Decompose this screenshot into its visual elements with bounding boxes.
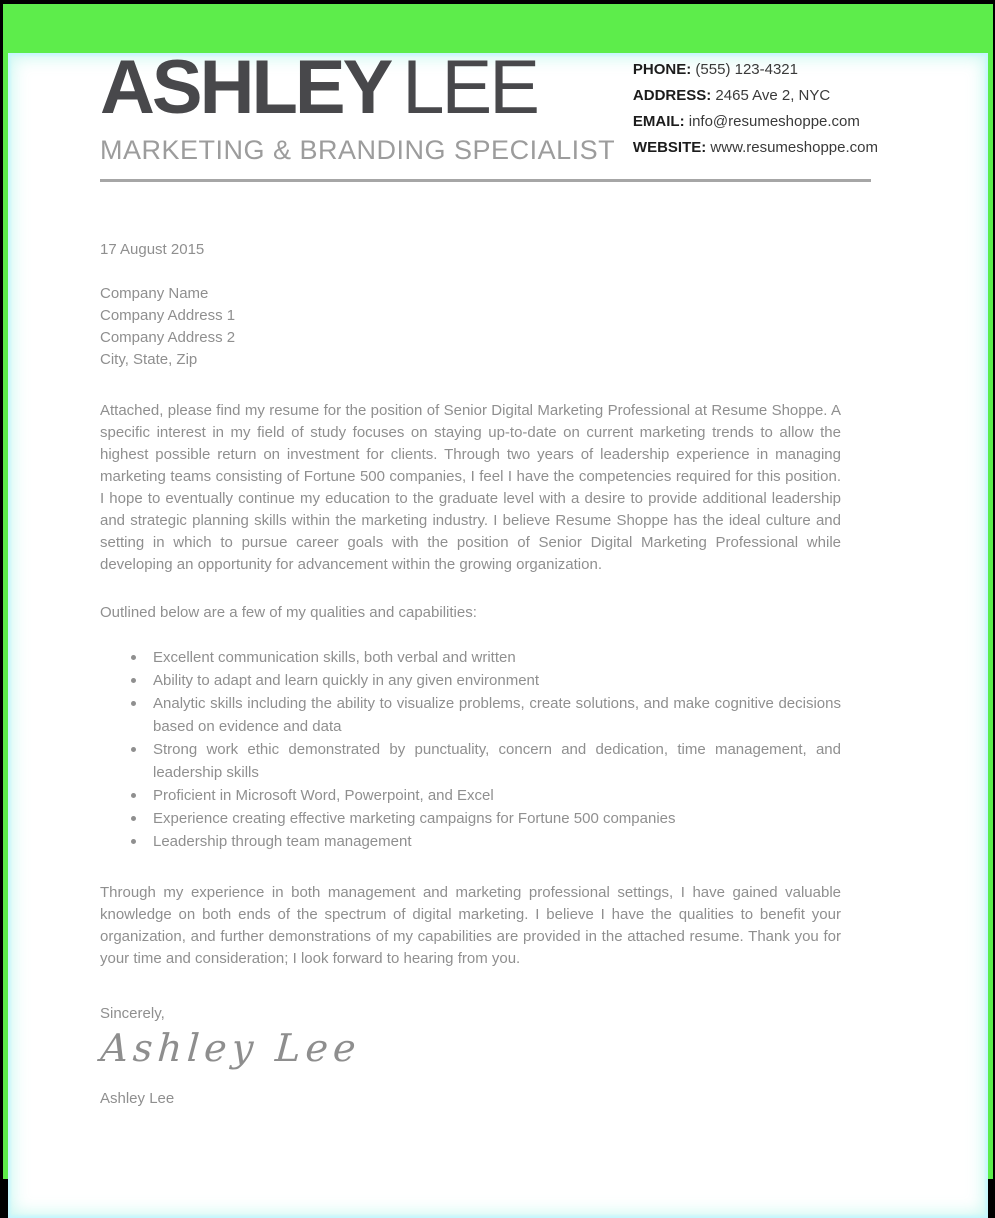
- date: 17 August 2015: [100, 240, 205, 258]
- bullet-icon: [131, 839, 136, 844]
- qualities-list: [100, 646, 841, 853]
- opening-paragraph: Attached, please find my resume for the position of Senior Digital Marketing Professional at Resume Shoppe. A specific interest in my field of study focuses on staying up-to-date on current marketing trends to allow the highest possible return on investment for clients. Through two years of leadership experience in managing marketing teams consisting of Fortune 500 companies, I feel I have the competencies required for this position. I hope to eventually continue my education to the graduate level with a desire to provide additional leadership and strategic planning skills within the marketing industry. I believe Resume Shoppe has the ideal culture and setting in which to pursue career goals with the position of Senior Digital Marketing Professional while developing an opportunity for advancement within the growing organization.: [100, 401, 841, 573]
- bullet-icon: [131, 678, 136, 683]
- contact-block: [633, 57, 878, 161]
- bullet-icon: [131, 655, 136, 660]
- email-label: EMAIL:: [632, 113, 685, 130]
- phone-value: (555) 123-4321: [691, 61, 798, 78]
- website-value: www.resumeshoppe.com: [706, 139, 878, 156]
- last-name: LEE: [402, 45, 537, 130]
- name-block: [100, 45, 616, 166]
- closing-paragraph: Through my experience in both management and marketing professional settings, I have gained valuable knowledge on both ends of the spectrum of digital marketing. I believe I have the qualities to benefit your organization, and further demonstrations of my capabilities are provided in the attached resume. Thank you for your time and consideration; I look forward to hearing from you.: [100, 883, 841, 967]
- first-name: ASHLEY: [100, 45, 391, 130]
- contact-website: [633, 135, 878, 161]
- job-title: MARKETING & BRANDING SPECIALIST: [100, 134, 616, 165]
- bullet-icon: [131, 816, 136, 821]
- list-item: [100, 646, 841, 669]
- list-item: [100, 830, 841, 853]
- recipient-block: [100, 283, 841, 371]
- contact-address: [633, 83, 878, 109]
- letter-page: [8, 45, 988, 1218]
- contact-phone: [633, 57, 878, 83]
- person-name: [100, 45, 615, 130]
- recipient-line: City, State, Zip: [100, 350, 198, 368]
- recipient-line: Company Address 1: [100, 306, 236, 324]
- bullet-icon: [131, 793, 136, 798]
- header: [100, 45, 878, 166]
- closing-salutation: Sincerely,: [100, 1004, 165, 1022]
- bullet-text: Ability to adapt and learn quickly in any given environment: [153, 671, 540, 689]
- phone-label: PHONE:: [632, 61, 692, 78]
- bullet-text: Excellent communication skills, both verbal and written: [153, 648, 516, 666]
- list-item: [100, 807, 841, 830]
- header-divider: [100, 179, 871, 182]
- list-item: [100, 784, 841, 807]
- bullet-text: Leadership through team management: [153, 832, 412, 850]
- list-item: [100, 692, 841, 738]
- contact-email: [633, 109, 878, 135]
- bullet-text: Strong work ethic demonstrated by punctuality, concern and dedication, time management, and leadership skills: [153, 740, 841, 781]
- list-item: [100, 738, 841, 784]
- address-label: ADDRESS:: [632, 87, 712, 104]
- address-value: 2465 Ave 2, NYC: [711, 87, 831, 104]
- bullet-icon: [131, 747, 136, 752]
- green-border: [3, 4, 993, 1179]
- recipient-line: Company Address 2: [100, 328, 236, 346]
- bullet-text: Proficient in Microsoft Word, Powerpoint, and Excel: [153, 786, 494, 804]
- typed-name: Ashley Lee: [100, 1089, 175, 1107]
- bullet-text: Experience creating effective marketing campaigns for Fortune 500 companies: [153, 809, 676, 827]
- qualities-intro: Outlined below are a few of my qualities and capabilities:: [100, 603, 477, 621]
- list-item: [100, 669, 841, 692]
- email-value: info@resumeshoppe.com: [684, 113, 860, 130]
- website-label: WEBSITE:: [632, 139, 707, 156]
- signature: Ashley Lee: [99, 1025, 363, 1070]
- recipient-line: Company Name: [100, 284, 209, 302]
- bullet-icon: [131, 701, 136, 706]
- letter-body: [100, 239, 841, 1110]
- bullet-text: Analytic skills including the ability to visualize problems, create solutions, and make cognitive decisions based on evidence and data: [153, 694, 841, 735]
